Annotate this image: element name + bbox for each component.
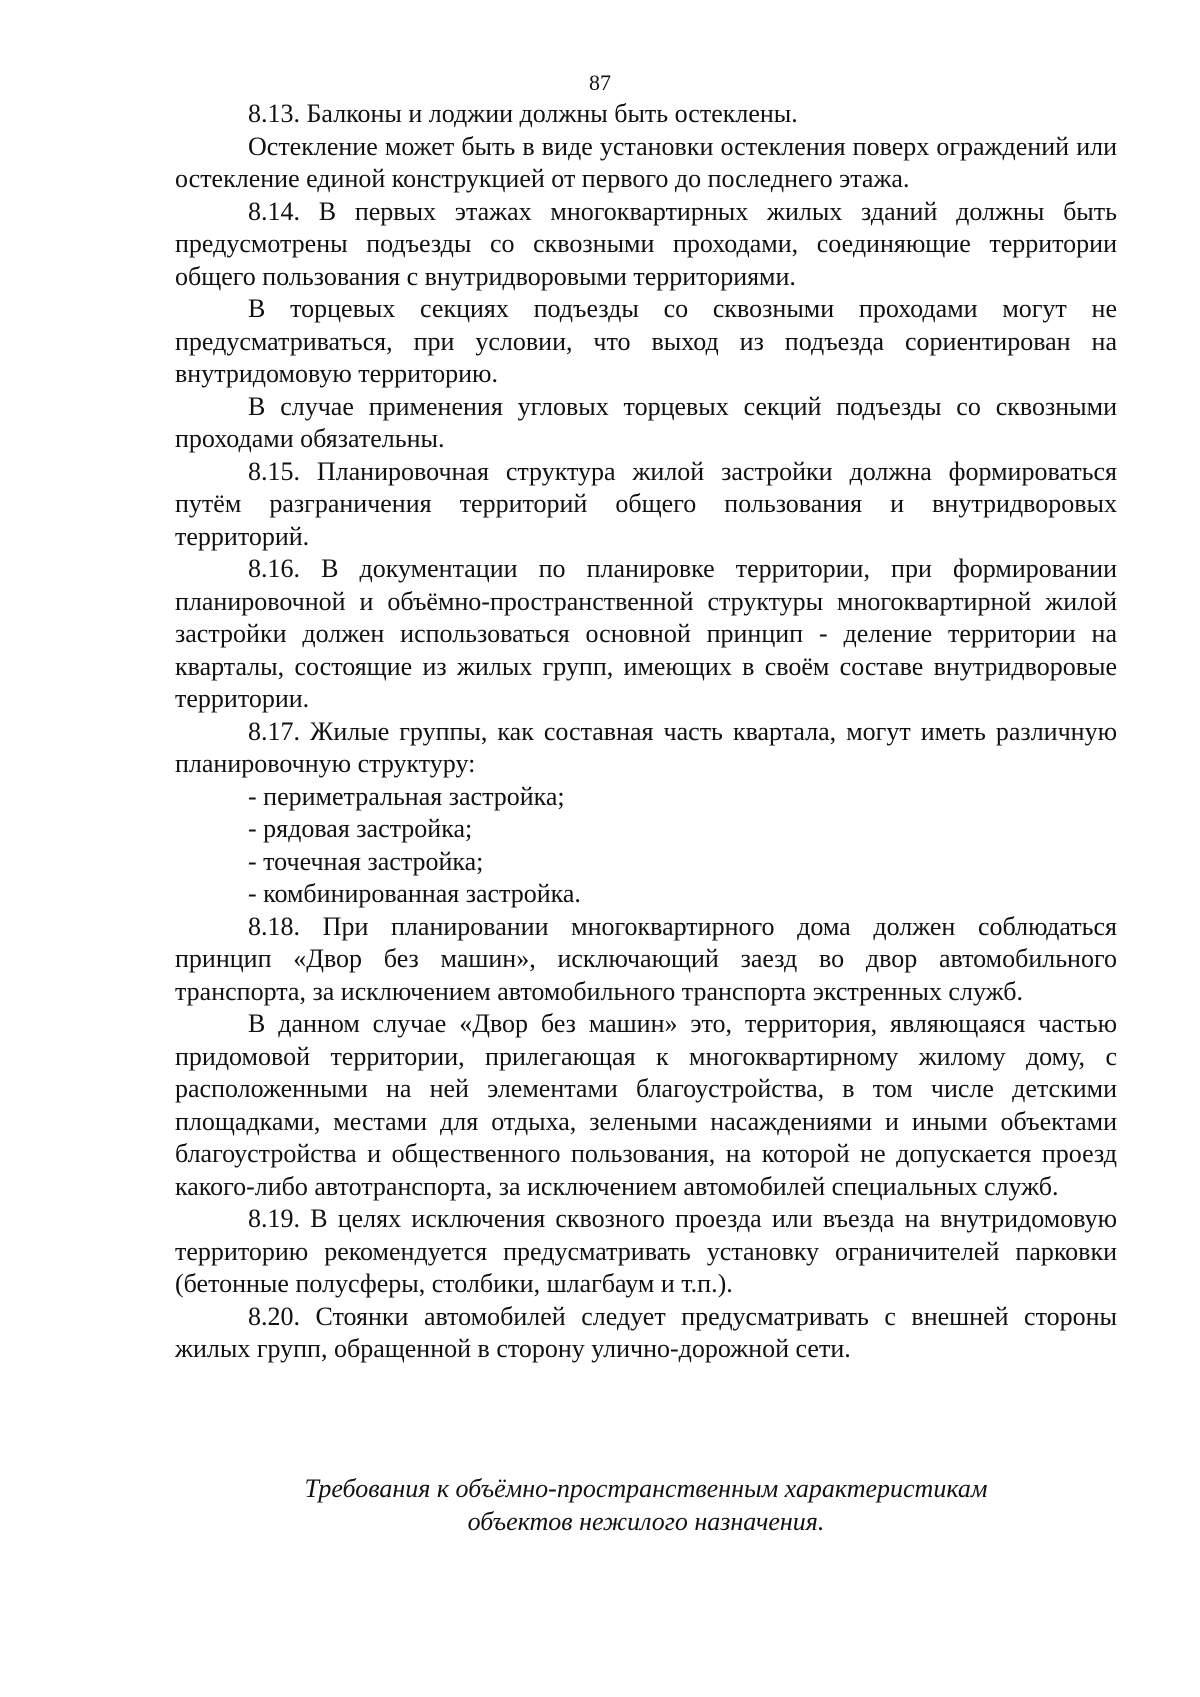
paragraph-end-sections: В торцевых секциях подъезды со сквозными проходами могут не предусматриваться, при условии, что выход из подъезда сориентирован на внутридомовую территорию. [175,294,1117,388]
section-heading-line-2: объектов нежилого назначения. [467,1507,825,1536]
paragraph-8-18: 8.18. При планировании многоквартирного дома должен соблюдаться принцип «Двор без машин», исключающий заезд во двор автомобильного транспорта, за исключением автомобильного транспорта экстренных служб. [175,911,1117,1006]
paragraph-8-17: 8.17. Жилые группы, как составная часть квартала, могут иметь различную планировочную структуру: [175,716,1117,778]
list-item: - периметральная застройка; [248,781,565,811]
paragraph-glazing: Остекление может быть в виде установки остекления поверх ограждений или остекление единой конструкцией от первого до последнего этажа. [175,131,1117,193]
page-number: 87 [589,70,611,95]
section-heading-line-1: Требования к объёмно-пространственным характеристикам [304,1474,988,1503]
section-heading [175,1472,1117,1538]
list-item: - точечная застройка; [248,846,484,876]
list-item: - комбинированная застройка. [248,879,581,908]
paragraph-8-19: 8.19. В целях исключения сквозного проезда или въезда на внутридомовую территорию рекомендуется предусматривать установку ограничителей парковки (бетонные полусферы, столбики, шлагбаум и т.п.). [175,1204,1117,1298]
paragraph-8-16: 8.16. В документации по планировке территории, при формировании планировочной и объёмно-пространственной структуры многоквартирной жилой застройки должен использоваться основной принцип - деление территории на кварталы, состоящие из жилых групп, имеющих в своём составе внутридворовые территории. [175,554,1117,713]
list-item: - рядовая застройка; [248,814,473,843]
paragraph-corner-sections: В случае применения угловых торцевых секций подъезды со сквозными проходами обязательны. [175,391,1117,453]
paragraph-8-13: 8.13. Балконы и лоджии должны быть остеклены. [248,99,798,128]
paragraph-yard-without-cars: В данном случае «Двор без машин» это, территория, являющаяся частью придомовой территории, прилегающая к многоквартирному жилому дому, с расположенными на ней элементами благоустройства, в том числе детскими площадками, местами для отдыха, зелеными насаждениями и иными объектами благоустройства и общественного пользования, на которой не допускается проезд какого-либо автотранспорта, за исключением автомобилей специальных служб. [175,1009,1117,1201]
paragraph-8-20: 8.20. Стоянки автомобилей следует предусматривать с внешней стороны жилых групп, обращенной в сторону улично-дорожной сети. [175,1301,1117,1363]
paragraph-8-14: 8.14. В первых этажах многоквартирных жилых зданий должны быть предусмотрены подъезды со сквозными проходами, соединяющие территории общего пользования с внутридворовыми территориями. [175,196,1117,291]
paragraph-8-15: 8.15. Планировочная структура жилой застройки должна формироваться путём разграничения территорий общего пользования и внутридворовых территорий. [175,456,1117,551]
document-body [175,98,1117,1366]
